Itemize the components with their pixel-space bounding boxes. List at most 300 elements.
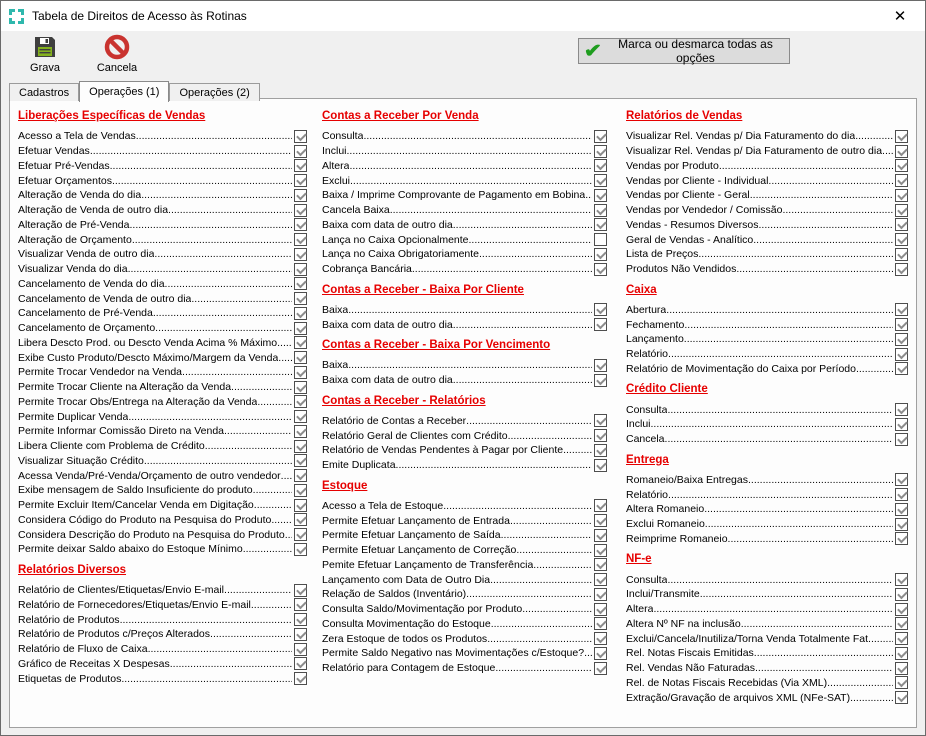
dotted-leader xyxy=(281,470,292,482)
floppy-disk-icon xyxy=(32,34,58,60)
permission-checkbox[interactable] xyxy=(895,532,908,545)
permission-row xyxy=(626,317,908,332)
permission-row xyxy=(626,661,908,676)
permission-row xyxy=(18,439,307,454)
permission-label: Relatório de Fluxo de Caixa xyxy=(18,643,148,656)
dotted-leader xyxy=(443,500,592,512)
dotted-leader xyxy=(684,319,893,331)
permission-label: Considera Descrição do Produto na Pesquisa do Produto xyxy=(18,528,285,541)
permission-row xyxy=(18,218,307,233)
dotted-leader xyxy=(130,219,293,231)
dotted-leader xyxy=(755,662,893,674)
permission-row xyxy=(322,159,607,174)
permission-label: Emite Duplicata xyxy=(322,459,396,472)
permission-label: Exclui/Cancela/Inutiliza/Torna Venda Totalmente Fat. xyxy=(626,632,871,645)
save-button[interactable] xyxy=(17,34,73,74)
permission-row xyxy=(18,277,307,292)
dotted-leader xyxy=(668,489,893,501)
permission-label: Inclui xyxy=(322,145,347,158)
dotted-leader xyxy=(90,145,292,157)
permission-row xyxy=(626,487,908,502)
permission-checkbox[interactable] xyxy=(895,503,908,516)
window-title: Tabela de Direitos de Acesso às Rotinas xyxy=(32,9,247,23)
permission-row xyxy=(626,203,908,218)
permission-row xyxy=(322,247,607,262)
permission-checkbox[interactable] xyxy=(594,174,607,187)
permission-label: Produtos Não Vendidos xyxy=(626,263,737,276)
permission-checkbox[interactable] xyxy=(594,647,607,660)
dotted-leader xyxy=(205,440,292,452)
permission-row xyxy=(626,631,908,646)
permission-row xyxy=(322,203,607,218)
permission-row xyxy=(18,627,307,642)
permission-checkbox[interactable] xyxy=(895,218,908,231)
dotted-leader xyxy=(191,293,292,305)
permission-checkbox[interactable] xyxy=(294,277,307,290)
permission-checkbox[interactable] xyxy=(594,318,607,331)
permission-checkbox[interactable] xyxy=(895,263,908,276)
permission-row xyxy=(626,572,908,587)
permission-checkbox[interactable] xyxy=(294,307,307,320)
permission-checkbox[interactable] xyxy=(895,573,908,586)
permission-row xyxy=(18,454,307,469)
permission-row xyxy=(322,572,607,587)
permission-checkbox[interactable] xyxy=(895,233,908,246)
permission-label: Visualizar Venda de outro dia xyxy=(18,248,155,261)
permission-row xyxy=(322,428,607,443)
permission-row xyxy=(322,373,607,388)
permission-checkbox[interactable] xyxy=(895,348,908,361)
permission-checkbox[interactable] xyxy=(895,691,908,704)
dotted-leader xyxy=(667,574,893,586)
permission-row xyxy=(322,317,607,332)
permission-label: Permite Excluir Item/Cancelar Venda em Digitação xyxy=(18,499,254,512)
permission-row xyxy=(322,617,607,632)
permission-label: Alteração de Pré-Venda xyxy=(18,218,130,231)
permission-label: Consulta Movimentação do Estoque xyxy=(322,617,491,630)
permission-checkbox[interactable] xyxy=(294,145,307,158)
dotted-leader xyxy=(728,533,893,545)
dotted-leader xyxy=(653,603,893,615)
permission-label: Relatório para Contagem de Estoque xyxy=(322,662,496,675)
permission-checkbox[interactable] xyxy=(594,444,607,457)
permission-checkbox[interactable] xyxy=(895,632,908,645)
permission-checkbox[interactable] xyxy=(294,528,307,541)
permission-checkbox[interactable] xyxy=(294,543,307,556)
permission-checkbox[interactable] xyxy=(294,336,307,349)
permission-checkbox[interactable] xyxy=(294,410,307,423)
permission-row xyxy=(322,543,607,558)
dotted-leader xyxy=(469,234,592,246)
toggle-all-label: Marca ou desmarca todas as opções xyxy=(618,37,773,65)
dotted-leader xyxy=(277,337,292,349)
permission-label: Exibe mensagem de Saldo Insuficiente do produto xyxy=(18,484,253,497)
dotted-leader xyxy=(522,603,592,615)
permission-label: Alteração de Venda do dia xyxy=(18,189,142,202)
dotted-leader xyxy=(855,130,893,142)
permission-label: Lança no Caixa Opcionalmente xyxy=(322,233,469,246)
dotted-leader xyxy=(251,599,292,611)
permission-checkbox[interactable] xyxy=(294,351,307,364)
permission-label: Cancelamento de Venda do dia xyxy=(18,277,165,290)
permission-row xyxy=(626,532,908,547)
permission-checkbox[interactable] xyxy=(895,488,908,501)
dotted-leader xyxy=(684,333,893,345)
permission-label: Permite deixar Saldo abaixo do Estoque Mínimo xyxy=(18,543,243,556)
permission-label: Permite Efetuar Lançamento de Saída xyxy=(322,529,501,542)
dotted-leader xyxy=(508,430,592,442)
permission-checkbox[interactable] xyxy=(594,459,607,472)
tab-opera-es-1-[interactable]: Operações (1) xyxy=(79,81,169,102)
permission-checkbox[interactable] xyxy=(594,204,607,217)
permission-checkbox[interactable] xyxy=(294,584,307,597)
dotted-leader xyxy=(479,248,592,260)
permission-checkbox[interactable] xyxy=(895,303,908,316)
permission-label: Consulta xyxy=(626,573,668,586)
permission-checkbox[interactable] xyxy=(895,647,908,660)
permission-checkbox[interactable] xyxy=(294,159,307,172)
permission-label: Visualizar Situação Crédito xyxy=(18,454,144,467)
permission-label: Permite Efetuar Lançamento de Entrada xyxy=(322,514,510,527)
permission-checkbox[interactable] xyxy=(294,218,307,231)
permission-checkbox[interactable] xyxy=(895,662,908,675)
permission-checkbox[interactable] xyxy=(594,414,607,427)
permission-checkbox[interactable] xyxy=(594,189,607,202)
permission-checkbox[interactable] xyxy=(594,374,607,387)
permission-row xyxy=(18,598,307,613)
permission-row xyxy=(18,424,307,439)
permission-checkbox[interactable] xyxy=(895,473,908,486)
permission-row xyxy=(322,513,607,528)
permission-checkbox[interactable] xyxy=(895,403,908,416)
permission-row xyxy=(626,188,908,203)
permission-row xyxy=(626,473,908,488)
permission-label: Cancela xyxy=(626,433,665,446)
permission-checkbox[interactable] xyxy=(294,469,307,482)
dotted-leader xyxy=(170,658,292,670)
permission-label: Baixa com data de outro dia xyxy=(322,374,453,387)
permission-label: Altera xyxy=(322,159,350,172)
dotted-leader xyxy=(453,219,592,231)
permission-checkbox[interactable] xyxy=(895,362,908,375)
permission-label: Geral de Vendas - Analítico xyxy=(626,233,754,246)
permission-checkbox[interactable] xyxy=(895,418,908,431)
dotted-leader xyxy=(736,263,893,275)
permission-row xyxy=(18,671,307,686)
toggle-all-button[interactable] xyxy=(578,38,790,64)
permission-label: Efetuar Pré-Vendas xyxy=(18,159,110,172)
permission-label: Exclui xyxy=(322,174,351,187)
section-header: Entrega xyxy=(626,453,669,466)
permission-checkbox[interactable] xyxy=(294,233,307,246)
permission-label: Permite Duplicar Venda xyxy=(18,410,129,423)
dotted-leader xyxy=(243,543,292,555)
tab-cadastros[interactable]: Cadastros xyxy=(9,83,79,101)
permission-checkbox[interactable] xyxy=(895,433,908,446)
dotted-leader xyxy=(141,189,292,201)
permission-row xyxy=(18,527,307,542)
dotted-leader xyxy=(698,248,893,260)
permission-label: Baixa xyxy=(322,359,349,372)
dotted-leader xyxy=(285,529,292,541)
permission-label: Efetuar Vendas xyxy=(18,145,90,158)
permission-checkbox[interactable] xyxy=(294,454,307,467)
section-header: Contas a Receber Por Venda xyxy=(322,110,479,122)
dotted-leader xyxy=(768,175,893,187)
dotted-leader xyxy=(253,484,292,496)
dotted-leader xyxy=(165,278,292,290)
permission-row xyxy=(18,188,307,203)
dotted-leader xyxy=(349,160,592,172)
permission-label: Permite Trocar Vendedor na Venda xyxy=(18,366,183,379)
permission-label: Cancelamento de Venda de outro dia xyxy=(18,292,192,305)
dotted-leader xyxy=(168,204,292,216)
dotted-leader xyxy=(651,418,893,430)
permission-checkbox[interactable] xyxy=(895,617,908,630)
permission-label: Cancelamento de Pré-Venda xyxy=(18,307,153,320)
permission-label: Alteração de Orçamento xyxy=(18,233,132,246)
permission-row xyxy=(18,262,307,277)
permission-checkbox[interactable] xyxy=(895,204,908,217)
permission-checkbox[interactable] xyxy=(294,292,307,305)
permission-checkbox[interactable] xyxy=(594,662,607,675)
permission-label: Baixa xyxy=(322,303,349,316)
permission-label: Considera Código do Produto na Pesquisa do Produto xyxy=(18,513,272,526)
dotted-leader xyxy=(278,352,292,364)
permission-row xyxy=(322,661,607,676)
permission-checkbox[interactable] xyxy=(594,159,607,172)
permission-checkbox[interactable] xyxy=(594,359,607,372)
section-header: Relatórios de Vendas xyxy=(626,110,743,122)
dotted-leader xyxy=(224,584,292,596)
permission-checkbox[interactable] xyxy=(294,484,307,497)
app-icon xyxy=(9,9,24,24)
dotted-leader xyxy=(453,319,592,331)
permission-row xyxy=(18,336,307,351)
permission-checkbox[interactable] xyxy=(294,189,307,202)
permission-checkbox[interactable] xyxy=(594,632,607,645)
dotted-leader xyxy=(466,415,592,427)
permission-checkbox[interactable] xyxy=(594,603,607,616)
permission-row xyxy=(18,173,307,188)
permission-checkbox[interactable] xyxy=(594,429,607,442)
permission-label: Altera Romaneio xyxy=(626,503,705,516)
permission-checkbox[interactable] xyxy=(594,218,607,231)
dotted-leader xyxy=(584,647,592,659)
permission-checkbox[interactable] xyxy=(294,130,307,143)
permission-checkbox[interactable] xyxy=(294,366,307,379)
dotted-leader xyxy=(363,130,592,142)
permission-label: Libera Cliente com Problema de Crédito xyxy=(18,440,205,453)
permission-row xyxy=(18,409,307,424)
permission-label: Inclui xyxy=(626,418,651,431)
permission-checkbox[interactable] xyxy=(294,248,307,261)
permission-row xyxy=(18,542,307,557)
permission-label: Acesso a Tela de Estoque xyxy=(322,499,444,512)
permission-label: Cancelamento de Orçamento xyxy=(18,322,156,335)
permission-label: Pemite Efetuar Lançamento de Transferência xyxy=(322,558,534,571)
permission-checkbox[interactable] xyxy=(294,425,307,438)
permission-checkbox[interactable] xyxy=(594,248,607,261)
permission-label: Relação de Saldos (Inventário) xyxy=(322,588,467,601)
permission-checkbox[interactable] xyxy=(895,248,908,261)
cancel-label: Cancela xyxy=(96,62,138,74)
permission-label: Relatório de Movimentação do Caixa por Período xyxy=(626,362,856,375)
permission-checkbox[interactable] xyxy=(594,499,607,512)
tab-opera-es-2-[interactable]: Operações (2) xyxy=(169,83,259,101)
permission-checkbox[interactable] xyxy=(594,573,607,586)
dotted-leader xyxy=(563,444,592,456)
dotted-leader xyxy=(490,574,592,586)
permission-row xyxy=(626,517,908,532)
permission-row xyxy=(18,468,307,483)
permission-checkbox[interactable] xyxy=(594,558,607,571)
dotted-leader xyxy=(753,234,893,246)
dotted-leader xyxy=(758,219,893,231)
permission-row xyxy=(626,432,908,447)
permission-checkbox[interactable] xyxy=(294,263,307,276)
dotted-leader xyxy=(132,234,292,246)
toolbar xyxy=(1,31,925,80)
dotted-leader xyxy=(154,248,292,260)
permission-checkbox[interactable] xyxy=(294,672,307,685)
permission-checkbox[interactable] xyxy=(895,130,908,143)
permission-row xyxy=(626,502,908,517)
permission-checkbox[interactable] xyxy=(895,145,908,158)
permission-checkbox[interactable] xyxy=(294,598,307,611)
close-icon[interactable]: ✕ xyxy=(893,8,907,25)
permission-row xyxy=(626,617,908,632)
permission-checkbox[interactable] xyxy=(594,544,607,557)
permission-checkbox[interactable] xyxy=(594,130,607,143)
permission-label: Permite Efetuar Lançamento de Correção xyxy=(322,544,517,557)
permission-checkbox[interactable] xyxy=(594,233,607,246)
permission-row xyxy=(626,332,908,347)
permission-label: Permite Trocar Obs/Entrega na Alteração da Venda xyxy=(18,395,258,408)
permission-label: Acessa Venda/Pré-Venda/Orçamento de outro vendedor xyxy=(18,469,281,482)
dotted-leader xyxy=(271,514,292,526)
dotted-leader xyxy=(257,396,292,408)
cancel-button[interactable] xyxy=(85,34,149,74)
permission-checkbox[interactable] xyxy=(294,204,307,217)
dotted-leader xyxy=(827,677,893,689)
permission-checkbox[interactable] xyxy=(294,499,307,512)
permission-label: Extração/Gravação de arquivos XML (NFe-SAT) xyxy=(626,691,851,704)
permission-label: Relatório xyxy=(626,488,669,501)
permission-row xyxy=(322,443,607,458)
dotted-leader xyxy=(516,544,592,556)
permission-checkbox[interactable] xyxy=(594,514,607,527)
permission-checkbox[interactable] xyxy=(895,159,908,172)
dotted-leader xyxy=(128,411,292,423)
permission-row xyxy=(18,380,307,395)
permission-row xyxy=(322,587,607,602)
permission-row xyxy=(18,350,307,365)
permission-label: Exclui Romaneio xyxy=(626,518,705,531)
permission-row xyxy=(322,188,607,203)
permission-checkbox[interactable] xyxy=(895,588,908,601)
permission-label: Vendas por Cliente - Individual xyxy=(626,174,769,187)
permission-checkbox[interactable] xyxy=(294,628,307,641)
dotted-leader xyxy=(510,515,592,527)
dotted-leader xyxy=(348,304,592,316)
permission-label: Fechamento xyxy=(626,318,685,331)
permission-label: Permite Trocar Cliente na Alteração da Venda xyxy=(18,381,232,394)
permission-label: Lançamento com Data de Outro Dia xyxy=(322,573,491,586)
permission-row xyxy=(626,129,908,144)
dotted-leader xyxy=(882,145,893,157)
permission-checkbox[interactable] xyxy=(294,174,307,187)
permission-checkbox[interactable] xyxy=(594,588,607,601)
permission-checkbox[interactable] xyxy=(294,440,307,453)
permission-label: Etiquetas de Produtos xyxy=(18,672,122,685)
permission-row xyxy=(626,173,908,188)
permission-label: Visualizar Rel. Vendas p/ Dia Faturamento do dia xyxy=(626,130,856,143)
permission-checkbox[interactable] xyxy=(594,529,607,542)
permission-checkbox[interactable] xyxy=(294,657,307,670)
permission-row xyxy=(322,173,607,188)
permission-row xyxy=(626,362,908,377)
permission-checkbox[interactable] xyxy=(895,174,908,187)
permission-checkbox[interactable] xyxy=(895,333,908,346)
permission-checkbox[interactable] xyxy=(594,303,607,316)
dotted-leader xyxy=(533,559,592,571)
permission-label: Cobrança Bancária xyxy=(322,263,412,276)
tab-page-operacoes-1 xyxy=(9,98,917,728)
permission-checkbox[interactable] xyxy=(895,676,908,689)
permission-row xyxy=(18,365,307,380)
permission-checkbox[interactable] xyxy=(294,395,307,408)
permission-row xyxy=(18,129,307,144)
permission-row xyxy=(322,303,607,318)
permission-label: Altera xyxy=(626,603,654,616)
dotted-leader xyxy=(128,263,292,275)
permission-checkbox[interactable] xyxy=(895,318,908,331)
permission-row xyxy=(18,159,307,174)
dotted-leader xyxy=(668,348,893,360)
permission-row xyxy=(322,218,607,233)
permission-row xyxy=(626,602,908,617)
permission-label: Altera Nº NF na inclusão xyxy=(626,617,741,630)
permission-checkbox[interactable] xyxy=(294,643,307,656)
section-header: Contas a Receber - Baixa Por Vencimento xyxy=(322,339,551,351)
permission-row xyxy=(626,402,908,417)
permission-checkbox[interactable] xyxy=(594,145,607,158)
permission-checkbox[interactable] xyxy=(294,513,307,526)
permission-label: Cancela Baixa xyxy=(322,204,390,217)
dotted-leader xyxy=(231,381,292,393)
permission-row xyxy=(18,395,307,410)
permission-row xyxy=(322,144,607,159)
permission-checkbox[interactable] xyxy=(594,263,607,276)
permission-checkbox[interactable] xyxy=(294,613,307,626)
permission-row xyxy=(626,347,908,362)
permission-label: Baixa / Imprime Comprovante de Pagamento em Bobina xyxy=(322,189,586,202)
permission-checkbox[interactable] xyxy=(594,617,607,630)
permission-checkbox[interactable] xyxy=(895,603,908,616)
permission-row xyxy=(18,291,307,306)
dotted-leader xyxy=(850,692,893,704)
permission-row xyxy=(626,676,908,691)
permission-checkbox[interactable] xyxy=(294,322,307,335)
permission-checkbox[interactable] xyxy=(294,381,307,394)
permission-row xyxy=(322,458,607,473)
section-header: NF-e xyxy=(626,553,652,566)
dotted-leader xyxy=(148,643,292,655)
permission-checkbox[interactable] xyxy=(895,518,908,531)
permission-checkbox[interactable] xyxy=(895,189,908,202)
dotted-leader xyxy=(782,204,893,216)
